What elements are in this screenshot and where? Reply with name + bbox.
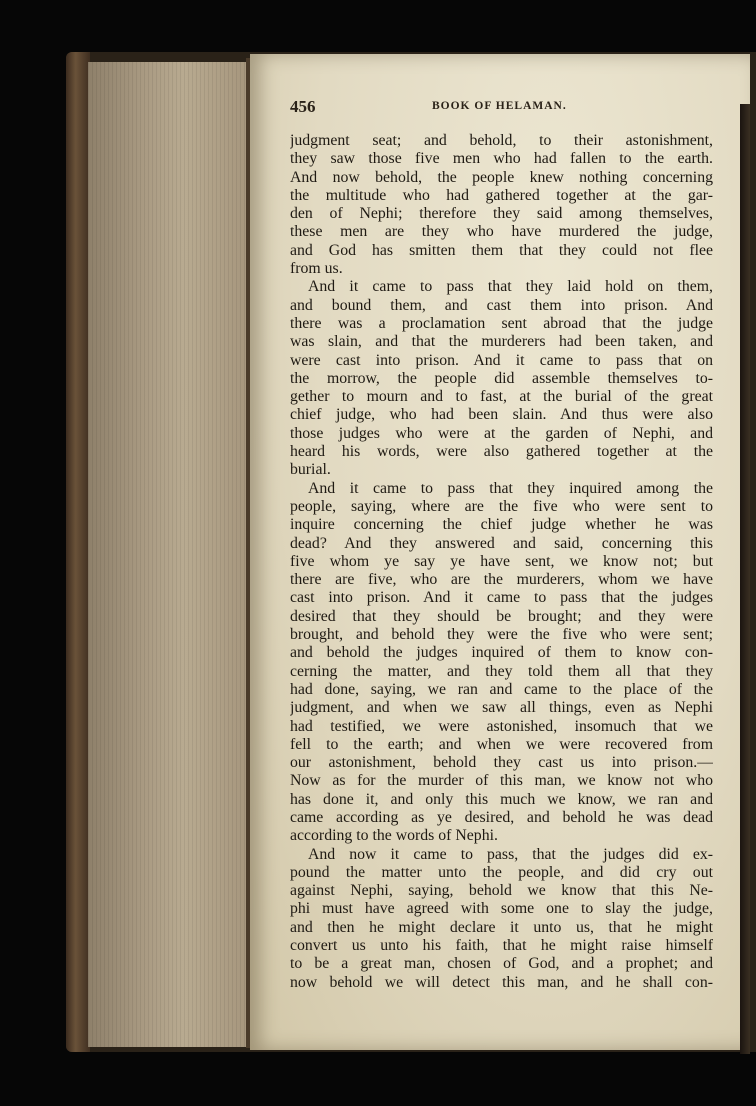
text-line: has done it, and only this much we know, we ran and bbox=[290, 790, 713, 808]
book-title: BOOK OF HELAMAN. bbox=[432, 100, 567, 112]
text-line: cerning the matter, and they told them all that they bbox=[290, 662, 713, 680]
text-line: were cast into prison. And it came to pass that on bbox=[290, 351, 713, 369]
text-line: there was a proclamation sent abroad that the judge bbox=[290, 314, 713, 332]
text-line: the multitude who had gathered together at the gar- bbox=[290, 186, 713, 204]
running-head bbox=[290, 97, 720, 119]
text-line: den of Nephi; therefore they said among themselves, bbox=[290, 205, 713, 223]
page-fore-edge bbox=[88, 62, 248, 1047]
book bbox=[66, 52, 756, 1052]
text-block bbox=[290, 132, 713, 992]
text-line: desired that they should be brought; and they were bbox=[290, 607, 713, 625]
text-line: was slain, and that the murderers had been taken, and bbox=[290, 333, 713, 351]
text-line: fell to the earth; and when we were recovered from bbox=[290, 735, 713, 753]
text-line: And it came to pass that they inquired among the bbox=[308, 479, 713, 497]
book-cover-edge bbox=[66, 52, 90, 1052]
text-line: inquire concerning the chief judge whether he was bbox=[290, 516, 713, 534]
text-line: there are five, who are the murderers, whom we have bbox=[290, 571, 713, 589]
text-line: and behold the judges inquired of them to know con- bbox=[290, 644, 713, 662]
text-line: heard his words, were also gathered together at the bbox=[290, 443, 713, 461]
text-line: And now behold, the people knew nothing concerning bbox=[290, 168, 713, 186]
text-line: came according as ye desired, and behold he was dead bbox=[290, 808, 713, 826]
text-line: gether to mourn and to fast, at the burial of the great bbox=[290, 388, 713, 406]
text-line: and bound them, and cast them into prison. And bbox=[290, 296, 713, 314]
text-line: had testified, we were astonished, insomuch that we bbox=[290, 717, 713, 735]
text-line: cast into prison. And it came to pass that the judges bbox=[290, 589, 713, 607]
text-line: and then he might declare it unto us, that he might bbox=[290, 918, 713, 936]
text-line: and God has smitten them that they could not flee bbox=[290, 241, 713, 259]
text-line: against Nephi, saying, behold we know that this Ne- bbox=[290, 882, 713, 900]
text-line: phi must have agreed with some one to slay the judge, bbox=[290, 900, 713, 918]
text-line: Now as for the murder of this man, we know not who bbox=[290, 772, 713, 790]
text-line: according to the words of Nephi. bbox=[290, 827, 498, 845]
text-line: these men are they who have murdered the judge, bbox=[290, 223, 713, 241]
text-line: convert us unto his faith, that he might raise himself bbox=[290, 937, 713, 955]
text-line: burial. bbox=[290, 461, 331, 479]
text-line: those judges who were at the garden of Nephi, and bbox=[290, 424, 713, 442]
text-line: brought, and behold they were the five who were sent; bbox=[290, 626, 713, 644]
text-line: five whom ye say ye have sent, we know not; but bbox=[290, 552, 713, 570]
text-line: they saw those five men who had fallen to the earth. bbox=[290, 150, 713, 168]
page-right-edge bbox=[740, 104, 750, 1054]
text-line: judgment, and when we saw all things, even as Nephi bbox=[290, 699, 713, 717]
text-line: pound the matter unto the people, and did cry out bbox=[290, 863, 713, 881]
text-line: dead? And they answered and said, concerning this bbox=[290, 534, 713, 552]
text-line: to be a great man, chosen of God, and a prophet; and bbox=[290, 955, 713, 973]
book-page bbox=[250, 54, 750, 1050]
text-line: chief judge, who had been slain. And thus were also bbox=[290, 406, 713, 424]
page-number: 456 bbox=[290, 97, 316, 116]
text-line: people, saying, where are the five who were sent to bbox=[290, 497, 713, 515]
text-line: our astonishment, behold they cast us into prison.— bbox=[290, 754, 713, 772]
text-line: the morrow, the people did assemble themselves to- bbox=[290, 369, 713, 387]
text-line: from us. bbox=[290, 260, 343, 278]
text-line: judgment seat; and behold, to their astonishment, bbox=[290, 132, 713, 149]
text-line: And now it came to pass, that the judges did ex- bbox=[308, 845, 713, 863]
text-line: And it came to pass that they laid hold on them, bbox=[308, 278, 713, 296]
text-line: now behold we will detect this man, and he shall con- bbox=[290, 973, 713, 991]
text-line: had done, saying, we ran and came to the place of the bbox=[290, 680, 713, 698]
